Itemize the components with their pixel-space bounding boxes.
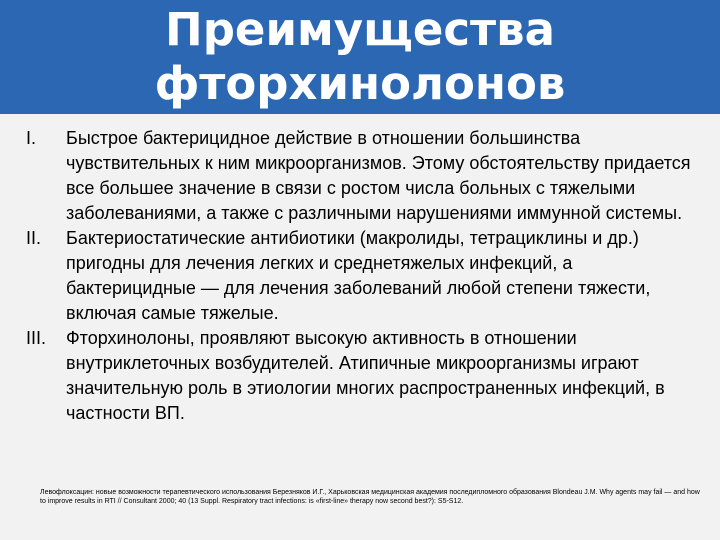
slide-title [155, 3, 566, 111]
list-item-text: Быстрое бактерицидное действие в отношении большинства чувствительных к ним микроорганизмов. Этому обстоятельству придается все большее значение в связи с ростом числа больных с тяжелыми заболеваниями, а также с различными нарушениями иммунной системы. [66, 128, 691, 223]
title-banner [0, 0, 720, 114]
slide-title-line-2: фторхинолонов [154, 57, 566, 110]
list-item-marker: II. [26, 228, 42, 248]
list-item-marker: III. [26, 328, 47, 348]
advantages-list [0, 126, 720, 426]
slide-title-line-1: Преимущества [165, 3, 555, 56]
list-item-text: Бактериостатические антибиотики (макролиды, тетрациклины и др.) пригодны для лечения легких и среднетяжелых инфекций, а бактерицидные — для лечения заболеваний любой степени тяжести, включая самые тяжелые. [66, 228, 651, 323]
list-item [26, 126, 700, 226]
list-item [26, 326, 700, 426]
list-item-marker: I. [26, 128, 37, 148]
list-item [26, 226, 700, 326]
list-item-text: Фторхинолоны, проявляют высокую активность в отношении внутриклеточных возбудителей. Атипичные микроорганизмы играют значительную роль в этиологии многих распространенных инфекций, в частности ВП. [66, 328, 665, 423]
reference-footnote: Левофлоксацин: новые возможности терапевтического использования Березняков И.Г., Харьковская медицинская академия последипломного образования Blondeau J.M. Why agents may fail — and how to improve results in RTI // Consultant 2000; 40 (13 Suppl. Respiratory tract infections: is «first-line» therapy now second best?): S5-S12. [40, 489, 700, 505]
